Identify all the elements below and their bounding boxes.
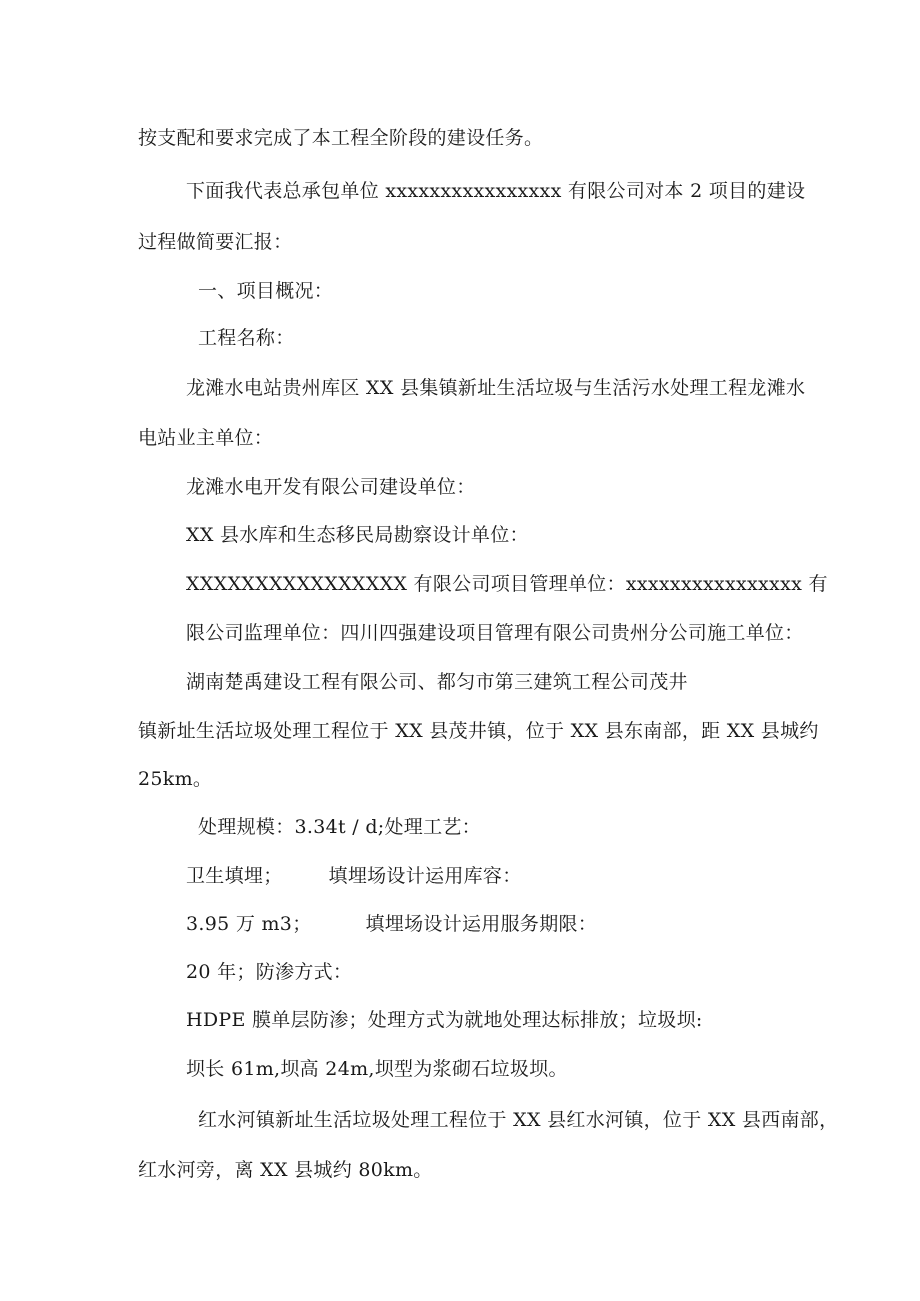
paragraph-line: 处理规模：3.34t / d;处理工艺：: [198, 816, 481, 838]
paragraph-line: 工程名称：: [198, 327, 295, 349]
paragraph-line: HDPE 膜单层防渗；处理方式为就地处理达标排放；垃圾坝:: [186, 1009, 703, 1031]
service-life-label: 填埋场设计运用服务期限：: [365, 913, 598, 935]
paragraph-line: 25km。: [138, 768, 213, 790]
paragraph-line: 红水河旁，离 XX 县城约 80km。: [138, 1159, 433, 1181]
paragraph-line: XX 县水库和生态移民局勘察设计单位：: [186, 524, 529, 546]
paragraph-line: 红水河镇新址生活垃圾处理工程位于 XX 县红水河镇，位于 XX 县西南部，: [198, 1109, 839, 1131]
paragraph-line: 坝长 61m,坝高 24m,坝型为浆砌石垃圾坝。: [186, 1058, 568, 1080]
paragraph-line: 过程做简要汇报：: [138, 231, 293, 253]
paragraph-line: 电站业主单位：: [138, 427, 274, 449]
paragraph-line: 限公司监理单位：四川四强建设项目管理有限公司贵州分公司施工单位：: [186, 622, 804, 644]
paragraph-line: 按支配和要求完成了本工程全阶段的建设任务。: [138, 127, 544, 149]
capacity-label: 填埋场设计运用库容：: [328, 865, 522, 887]
paragraph-line: 龙滩水电站贵州库区 XX 县集镇新址生活垃圾与生活污水处理工程龙滩水: [186, 377, 806, 399]
paragraph-line: 湖南楚禹建设工程有限公司、都匀市第三建筑工程公司茂井: [186, 671, 688, 693]
landfill-method: 卫生填埋；: [186, 865, 283, 887]
paragraph-line: [186, 864, 522, 888]
paragraph-line: 20 年；防渗方式：: [186, 961, 353, 983]
paragraph-line: 镇新址生活垃圾处理工程位于 XX 县茂井镇，位于 XX 县东南部，距 XX 县城约: [138, 720, 819, 742]
section-heading: 一、项目概况：: [198, 280, 334, 302]
paragraph-line: 龙滩水电开发有限公司建设单位：: [186, 476, 476, 498]
paragraph-line: XXXXXXXXXXXXXXXX 有限公司项目管理单位：xxxxxxxxxxxxxxxx 有: [186, 573, 828, 595]
capacity-value: 3.95 万 m3；: [186, 913, 312, 935]
paragraph-line: 下面我代表总承包单位 xxxxxxxxxxxxxxxx 有限公司对本 2 项目的建设: [186, 180, 806, 202]
paragraph-line: [186, 912, 597, 936]
